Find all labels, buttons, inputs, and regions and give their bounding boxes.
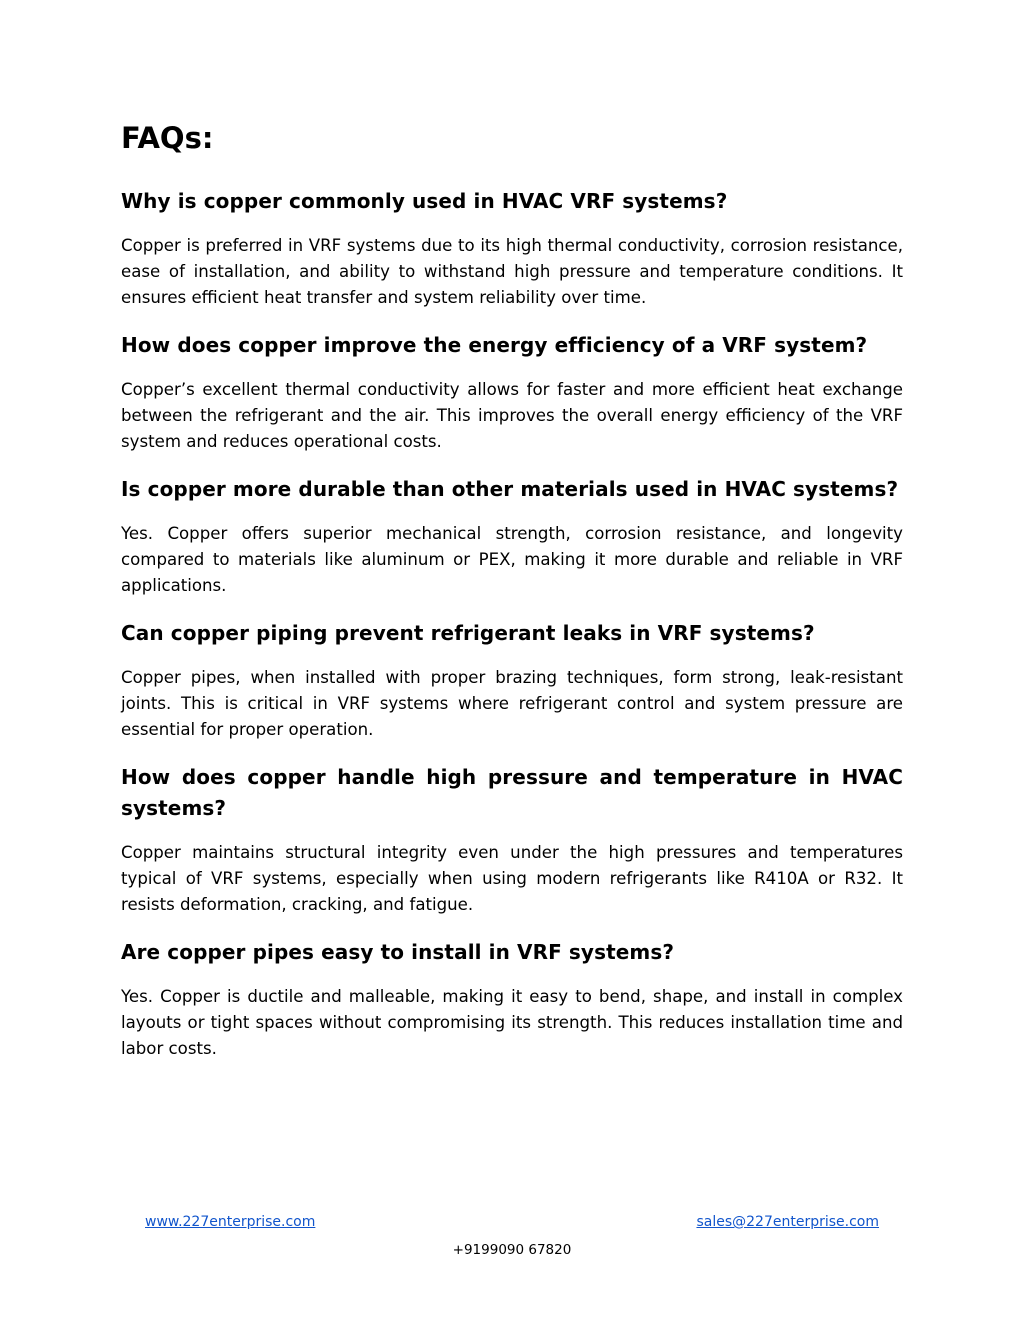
faq-answer: Copper’s excellent thermal conductivity allows for faster and more efficient heat exchange between the refrigerant and the air. This improves the overall energy efficiency of the VRF system and reduces operational costs. [121, 380, 903, 451]
faq-item-5 [121, 762, 903, 918]
faq-item-4 [121, 618, 903, 743]
faq-answer: Copper pipes, when installed with proper brazing techniques, form strong, leak-resistant joints. This is critical in VRF systems where refrigerant control and system pressure are essential for proper operation. [121, 668, 903, 739]
faq-question: How does copper handle high pressure and temperature in HVAC systems? [121, 765, 903, 820]
page-footer [0, 1214, 1024, 1274]
faq-question: Is copper more durable than other materials used in HVAC systems? [121, 477, 899, 501]
faq-question: Why is copper commonly used in HVAC VRF systems? [121, 189, 728, 213]
website-link[interactable]: www.227enterprise.com [145, 1214, 316, 1230]
faq-answer: Yes. Copper offers superior mechanical strength, corrosion resistance, and longevity compared to materials like aluminum or PEX, making it more durable and reliable in VRF applications. [121, 524, 903, 595]
faq-question: Can copper piping prevent refrigerant leaks in VRF systems? [121, 621, 815, 645]
faq-item-2 [121, 330, 903, 455]
faq-answer: Copper maintains structural integrity even under the high pressures and temperatures typical of VRF systems, especially when using modern refrigerants like R410A or R32. It resists deformation, cracking, and fatigue. [121, 843, 903, 914]
document-page [121, 118, 903, 1081]
faq-item-3 [121, 474, 903, 599]
page-title: FAQs: [121, 121, 214, 155]
faq-answer: Yes. Copper is ductile and malleable, making it easy to bend, shape, and install in complex layouts or tight spaces without compromising its strength. This reduces installation time and labor costs. [121, 987, 903, 1058]
faq-item-6 [121, 937, 903, 1062]
email-link[interactable]: sales@227enterprise.com [696, 1214, 879, 1230]
faq-question: Are copper pipes easy to install in VRF systems? [121, 940, 675, 964]
faq-answer: Copper is preferred in VRF systems due to its high thermal conductivity, corrosion resistance, ease of installation, and ability to withstand high pressure and temperature conditions. It ensures efficient heat transfer and system reliability over time. [121, 236, 903, 307]
faq-item-1 [121, 186, 903, 311]
phone-number: +9199090 67820 [452, 1242, 572, 1258]
faq-question: How does copper improve the energy efficiency of a VRF system? [121, 333, 868, 357]
